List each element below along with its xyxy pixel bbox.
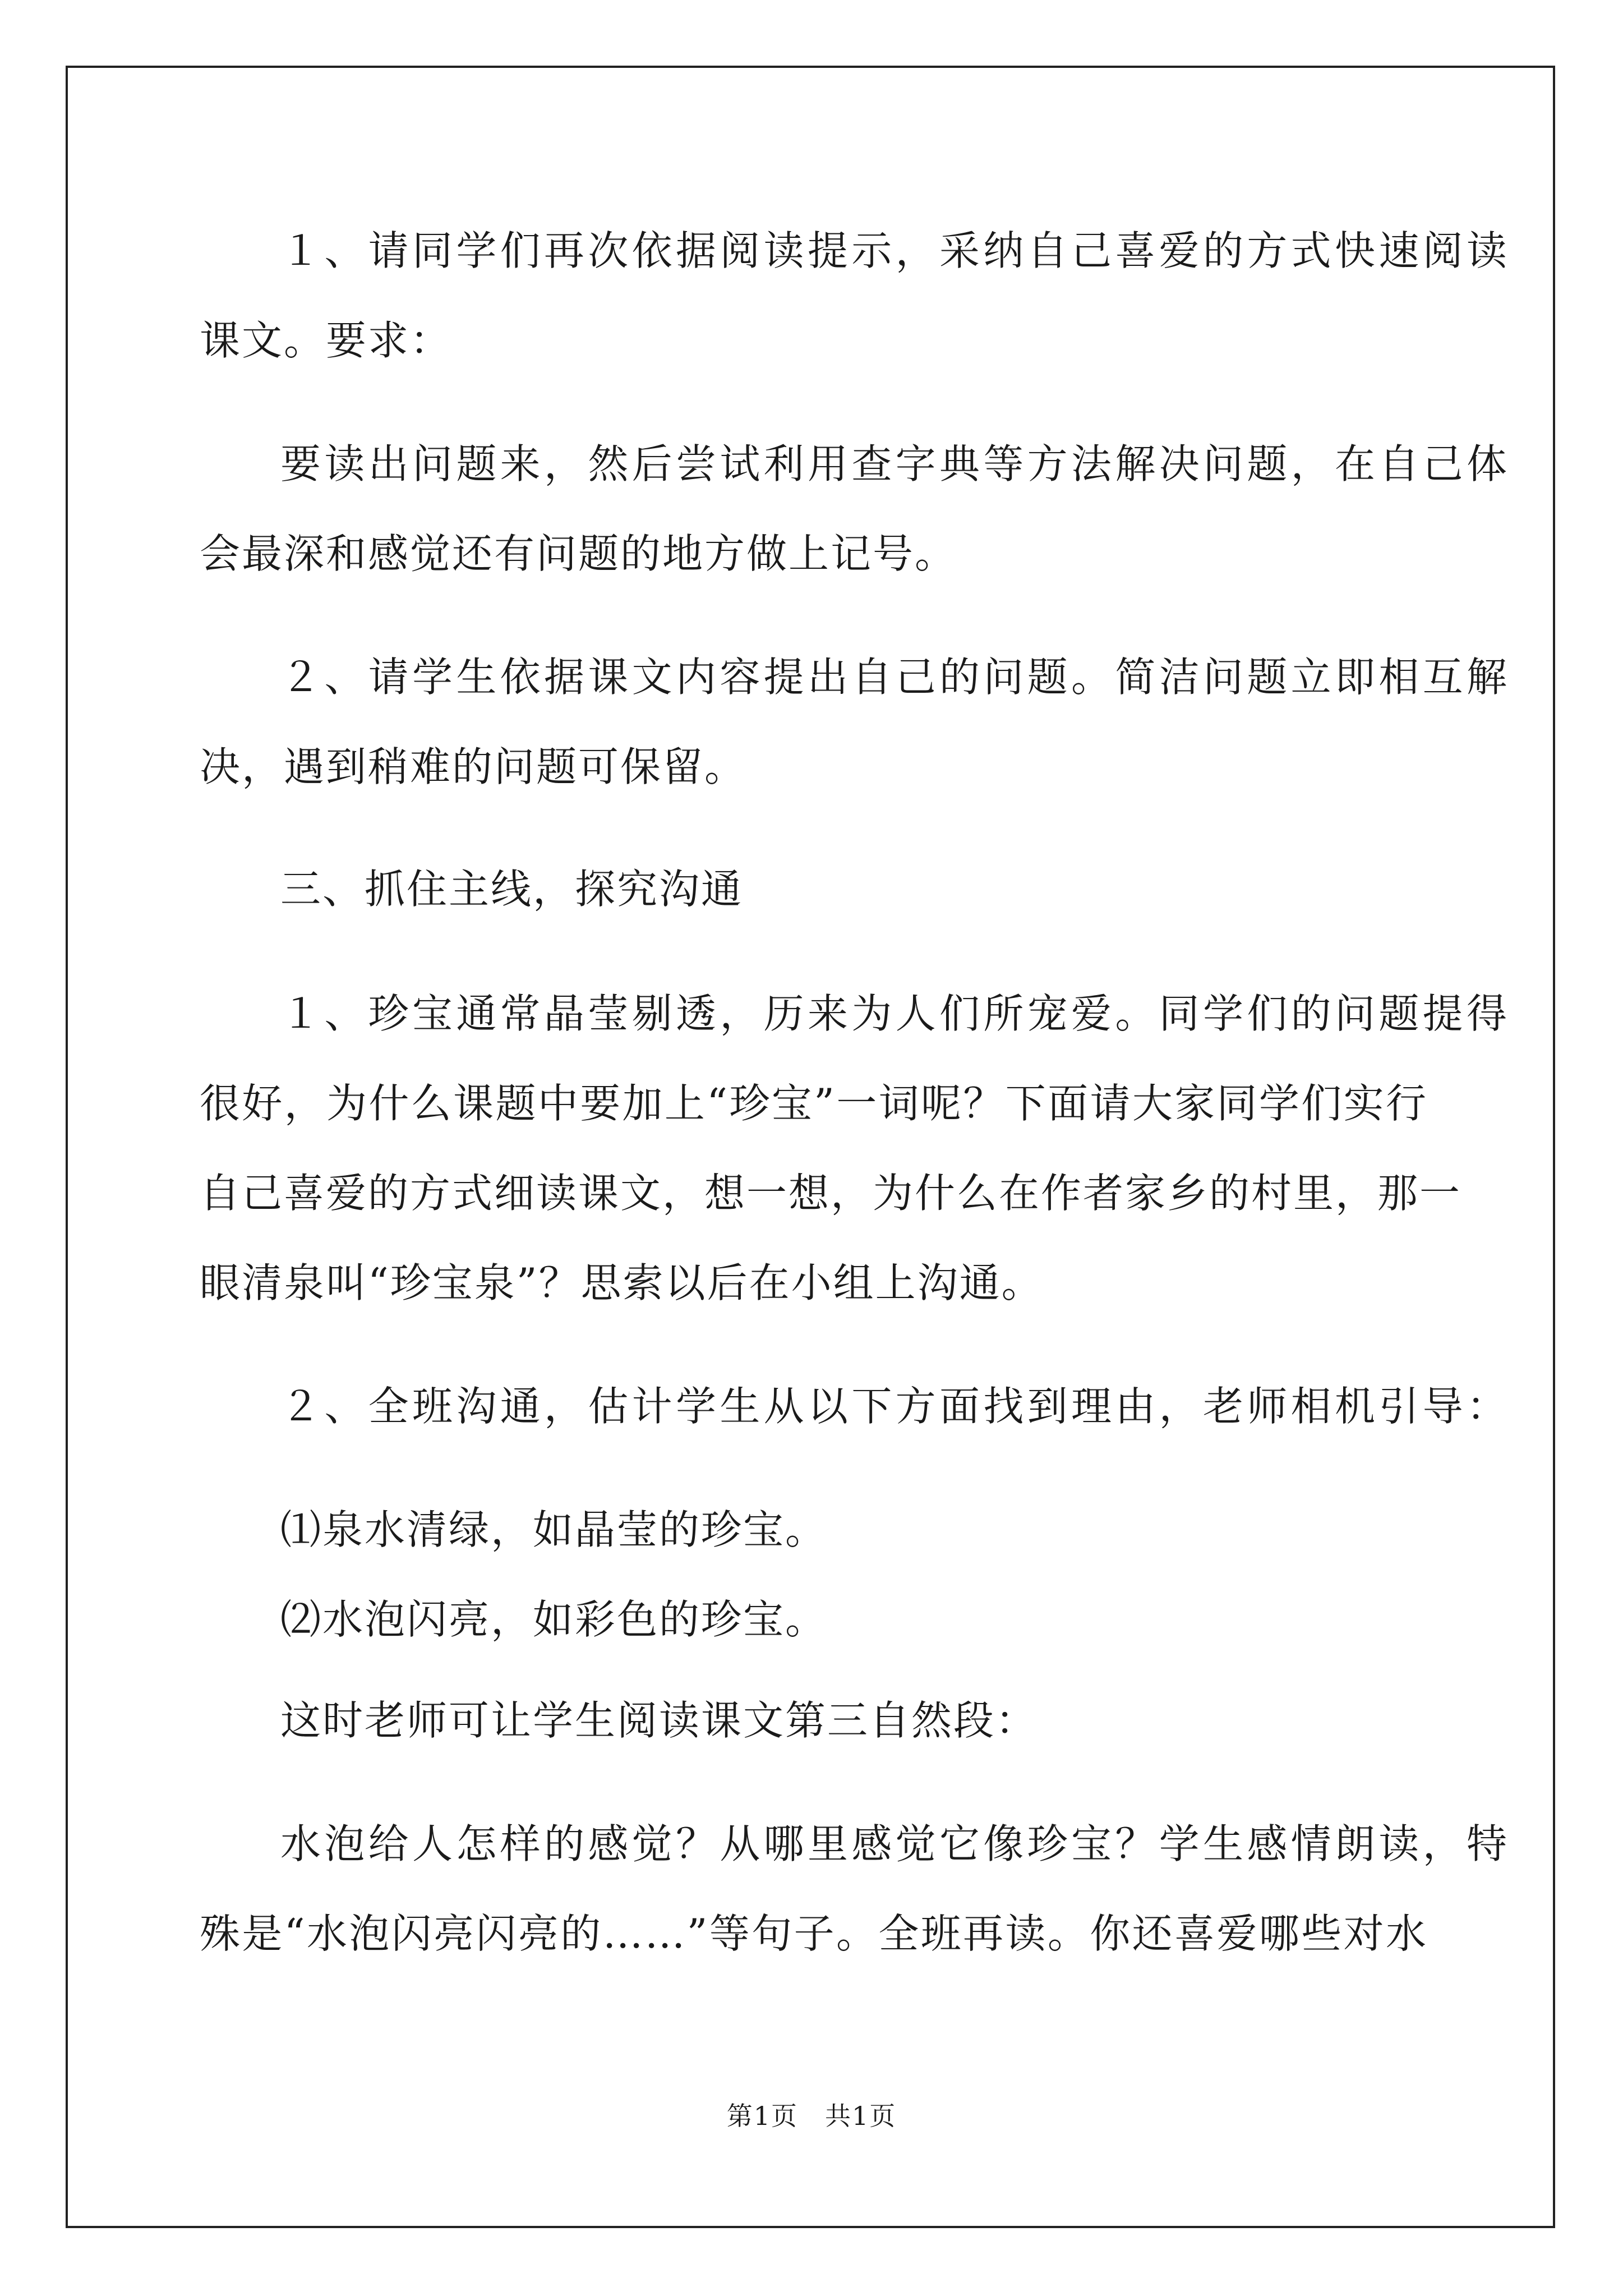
- paragraph-line: 水泡给人怎样的感觉？从哪里感觉它像珍宝？学生感情朗读，特: [280, 1820, 1509, 1867]
- paragraph-line: 眼清泉叫“珍宝泉”？思索以后在小组上沟通。: [200, 1259, 1044, 1306]
- paragraph-line: 课文。要求：: [200, 317, 453, 364]
- list-item: ⑵水泡闪亮，如彩色的珍宝。: [280, 1596, 828, 1643]
- section-heading: 三、抓住主线，探究沟通: [280, 866, 744, 913]
- paragraph-line: 要读出问题来，然后尝试利用查字典等方法解决问题，在自己体: [280, 440, 1509, 487]
- paragraph-line: ２、全班沟通，估计学生从以下方面找到理由，老师相机引导：: [280, 1383, 1509, 1430]
- paragraph-line: 决，遇到稍难的问题可保留。: [200, 743, 747, 790]
- paragraph-line: ２、请学生依据课文内容提出自己的问题。简洁问题立即相互解: [280, 654, 1509, 701]
- page-number-footer: 第1页 共1页: [726, 2101, 897, 2131]
- paragraph-line: 这时老师可让学生阅读课文第三自然段：: [280, 1697, 1038, 1744]
- paragraph-line: 殊是“水泡闪亮闪亮的……”等句子。全班再读。你还喜爱哪些对水: [200, 1910, 1428, 1957]
- paragraph-line: 很好，为什么课题中要加上“珍宝”一词呢？下面请大家同学们实行: [200, 1080, 1428, 1127]
- paragraph-line: １、珍宝通常晶莹剔透，历来为人们所宠爱。同学们的问题提得: [280, 990, 1509, 1037]
- paragraph-line: 自己喜爱的方式细读课文，想一想，为什么在作者家乡的村里，那一: [200, 1170, 1462, 1217]
- paragraph-line: 会最深和感觉还有问题的地方做上记号。: [200, 530, 957, 577]
- list-item: ⑴泉水清绿，如晶莹的珍宝。: [280, 1506, 828, 1553]
- paragraph-line: １、请同学们再次依据阅读提示，采纳自己喜爱的方式快速阅读: [280, 227, 1509, 274]
